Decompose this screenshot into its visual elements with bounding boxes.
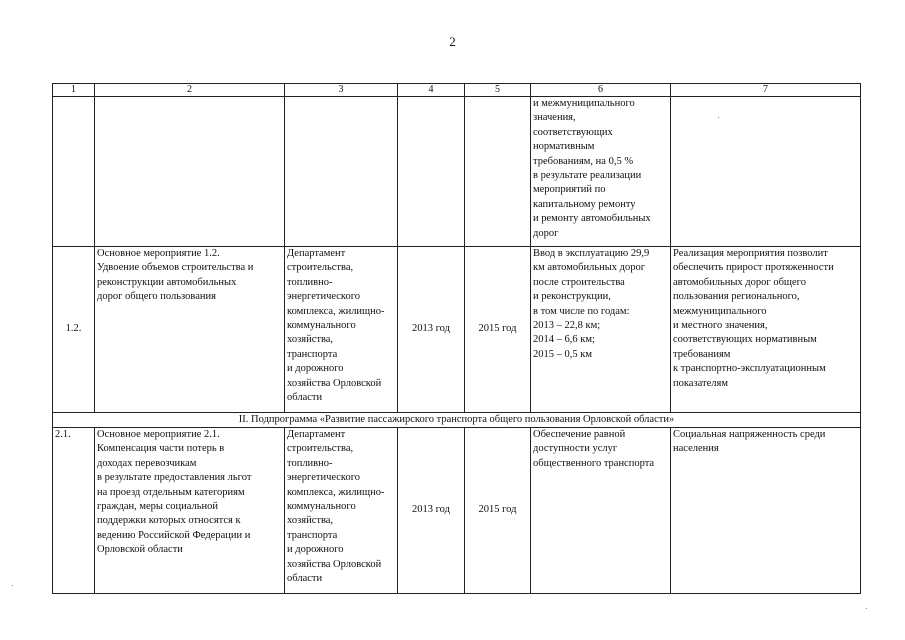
page-number: 2 — [449, 34, 456, 49]
header-cell-3: 3 — [285, 84, 398, 97]
table-row-1-2 — [53, 247, 861, 413]
header-row — [53, 84, 861, 97]
subprogram-title: II. Подпрограмма «Развитие пассажирского транспорта общего пользования Орловской области» — [53, 413, 861, 428]
result-cell: Ввод в эксплуатацию 29,9 км автомобильных дорог после строительства и реконструкции, в том числе по годам: 2013 – 22,8 км; 2014 – 6,6 км; 2015 – 0,5 км — [531, 247, 671, 413]
scan-speck — [12, 585, 13, 586]
table-row-continuation — [53, 97, 861, 247]
start-year-cell: 2013 год — [398, 428, 465, 594]
header-cell-2: 2 — [95, 84, 285, 97]
table-row-2-1 — [53, 428, 861, 594]
result-cell: Обеспечение равной доступности услуг общественного транспорта — [531, 428, 671, 594]
end-year-cell: 2015 год — [465, 247, 531, 413]
scan-speck — [866, 608, 867, 609]
executor-cell: Департамент строительства, топливно- энергетического комплекса, жилищно- коммунального хозяйства, транспорта и дорожного хозяйства Орловской области — [285, 428, 398, 594]
row-number: 1.2. — [53, 247, 95, 413]
effect-cell: Реализация мероприятия позволит обеспечить прирост протяженности автомобильных дорог общего пользования регионального, межмуниципального и местного значения, соответствующих нормативным требованиям к транспортно-эксплуатационным показателям — [671, 247, 861, 413]
measure-cell: Основное мероприятие 1.2. Удвоение объемов строительства и реконструкции автомобильных дорог общего пользования — [95, 247, 285, 413]
continuation-result-cell: и межмуниципального значения, соответствующих нормативным требованиям, на 0,5 % в результате реализации мероприятий по капитальному ремонту и ремонту автомобильных дорог — [531, 97, 671, 247]
section-row — [53, 413, 861, 428]
end-year-cell: 2015 год — [465, 428, 531, 594]
start-year-cell: 2013 год — [398, 247, 465, 413]
header-cell-4: 4 — [398, 84, 465, 97]
measure-cell: Основное мероприятие 2.1. Компенсация части потерь в доходах перевозчикам в результате предоставления льгот на проезд отдельным категориям граждан, меры социальной поддержки которых относятся к ведению Российской Федерации и Орловской области — [95, 428, 285, 594]
header-cell-5: 5 — [465, 84, 531, 97]
program-table — [52, 83, 861, 594]
executor-cell: Департамент строительства, топливно- энергетического комплекса, жилищно- коммунального хозяйства, транспорта и дорожного хозяйства Орловской области — [285, 247, 398, 413]
header-cell-6: 6 — [531, 84, 671, 97]
header-cell-7: 7 — [671, 84, 861, 97]
header-cell-1: 1 — [53, 84, 95, 97]
scan-speck — [718, 117, 719, 118]
row-number: 2.1. — [53, 428, 95, 594]
effect-cell: Социальная напряженность среди населения — [671, 428, 861, 594]
